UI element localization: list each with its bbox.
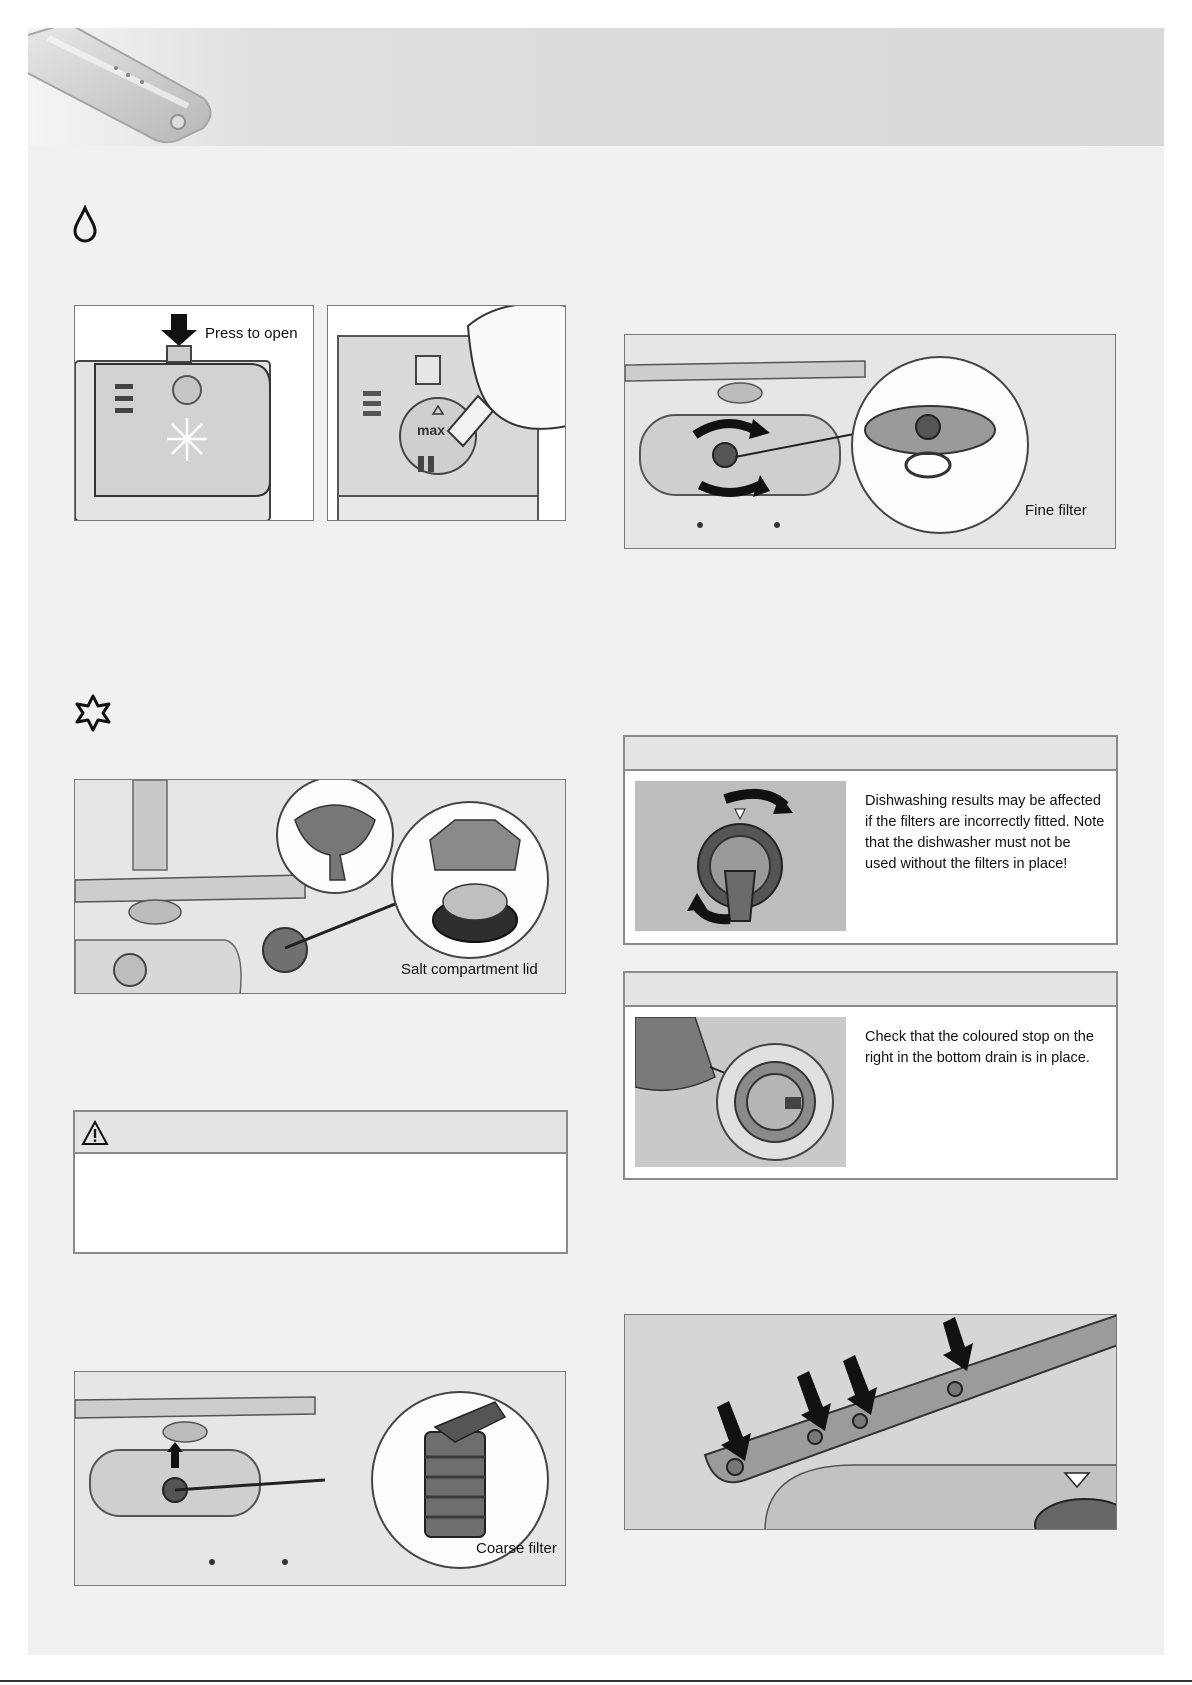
drain-note-text: Check that the coloured stop on the right in the bottom drain is in place. xyxy=(865,1029,1094,1066)
max-marking: max xyxy=(417,422,446,438)
rinse-aid-fill-figure xyxy=(327,305,566,521)
spray-arm-header-graphic xyxy=(28,28,288,146)
spray-arm-nozzles-figure xyxy=(624,1314,1117,1530)
warning-triangle-icon xyxy=(81,1120,109,1146)
warning-box-header xyxy=(75,1112,566,1154)
filter-note-box xyxy=(623,735,1118,945)
coarse-filter-label: Coarse filter xyxy=(476,1540,557,1557)
salt-lid-label: Salt compartment lid xyxy=(401,961,538,978)
dispenser-lid-figure xyxy=(74,305,314,521)
drain-note-box xyxy=(623,971,1118,1180)
drain-stop-image xyxy=(635,1017,846,1167)
coarse-filter-figure xyxy=(74,1371,566,1586)
fine-filter-figure xyxy=(624,334,1116,549)
bottom-rule xyxy=(0,1680,1192,1682)
filter-turn-image xyxy=(635,781,846,931)
drain-note-header xyxy=(625,973,1116,1007)
filter-note-header xyxy=(625,737,1116,771)
salt-compartment-figure xyxy=(74,779,566,994)
filter-note-text: Dishwashing results may be affected if the filters are incorrectly fitted. Note that the dishwasher must not be used without the filters in place! xyxy=(865,793,1105,872)
fine-filter-label: Fine filter xyxy=(1025,502,1087,519)
water-drop-icon xyxy=(70,205,100,243)
warning-box xyxy=(73,1110,568,1254)
header-band xyxy=(28,28,1164,146)
salt-star-icon xyxy=(73,693,113,733)
press-to-open-label: Press to open xyxy=(205,325,298,342)
